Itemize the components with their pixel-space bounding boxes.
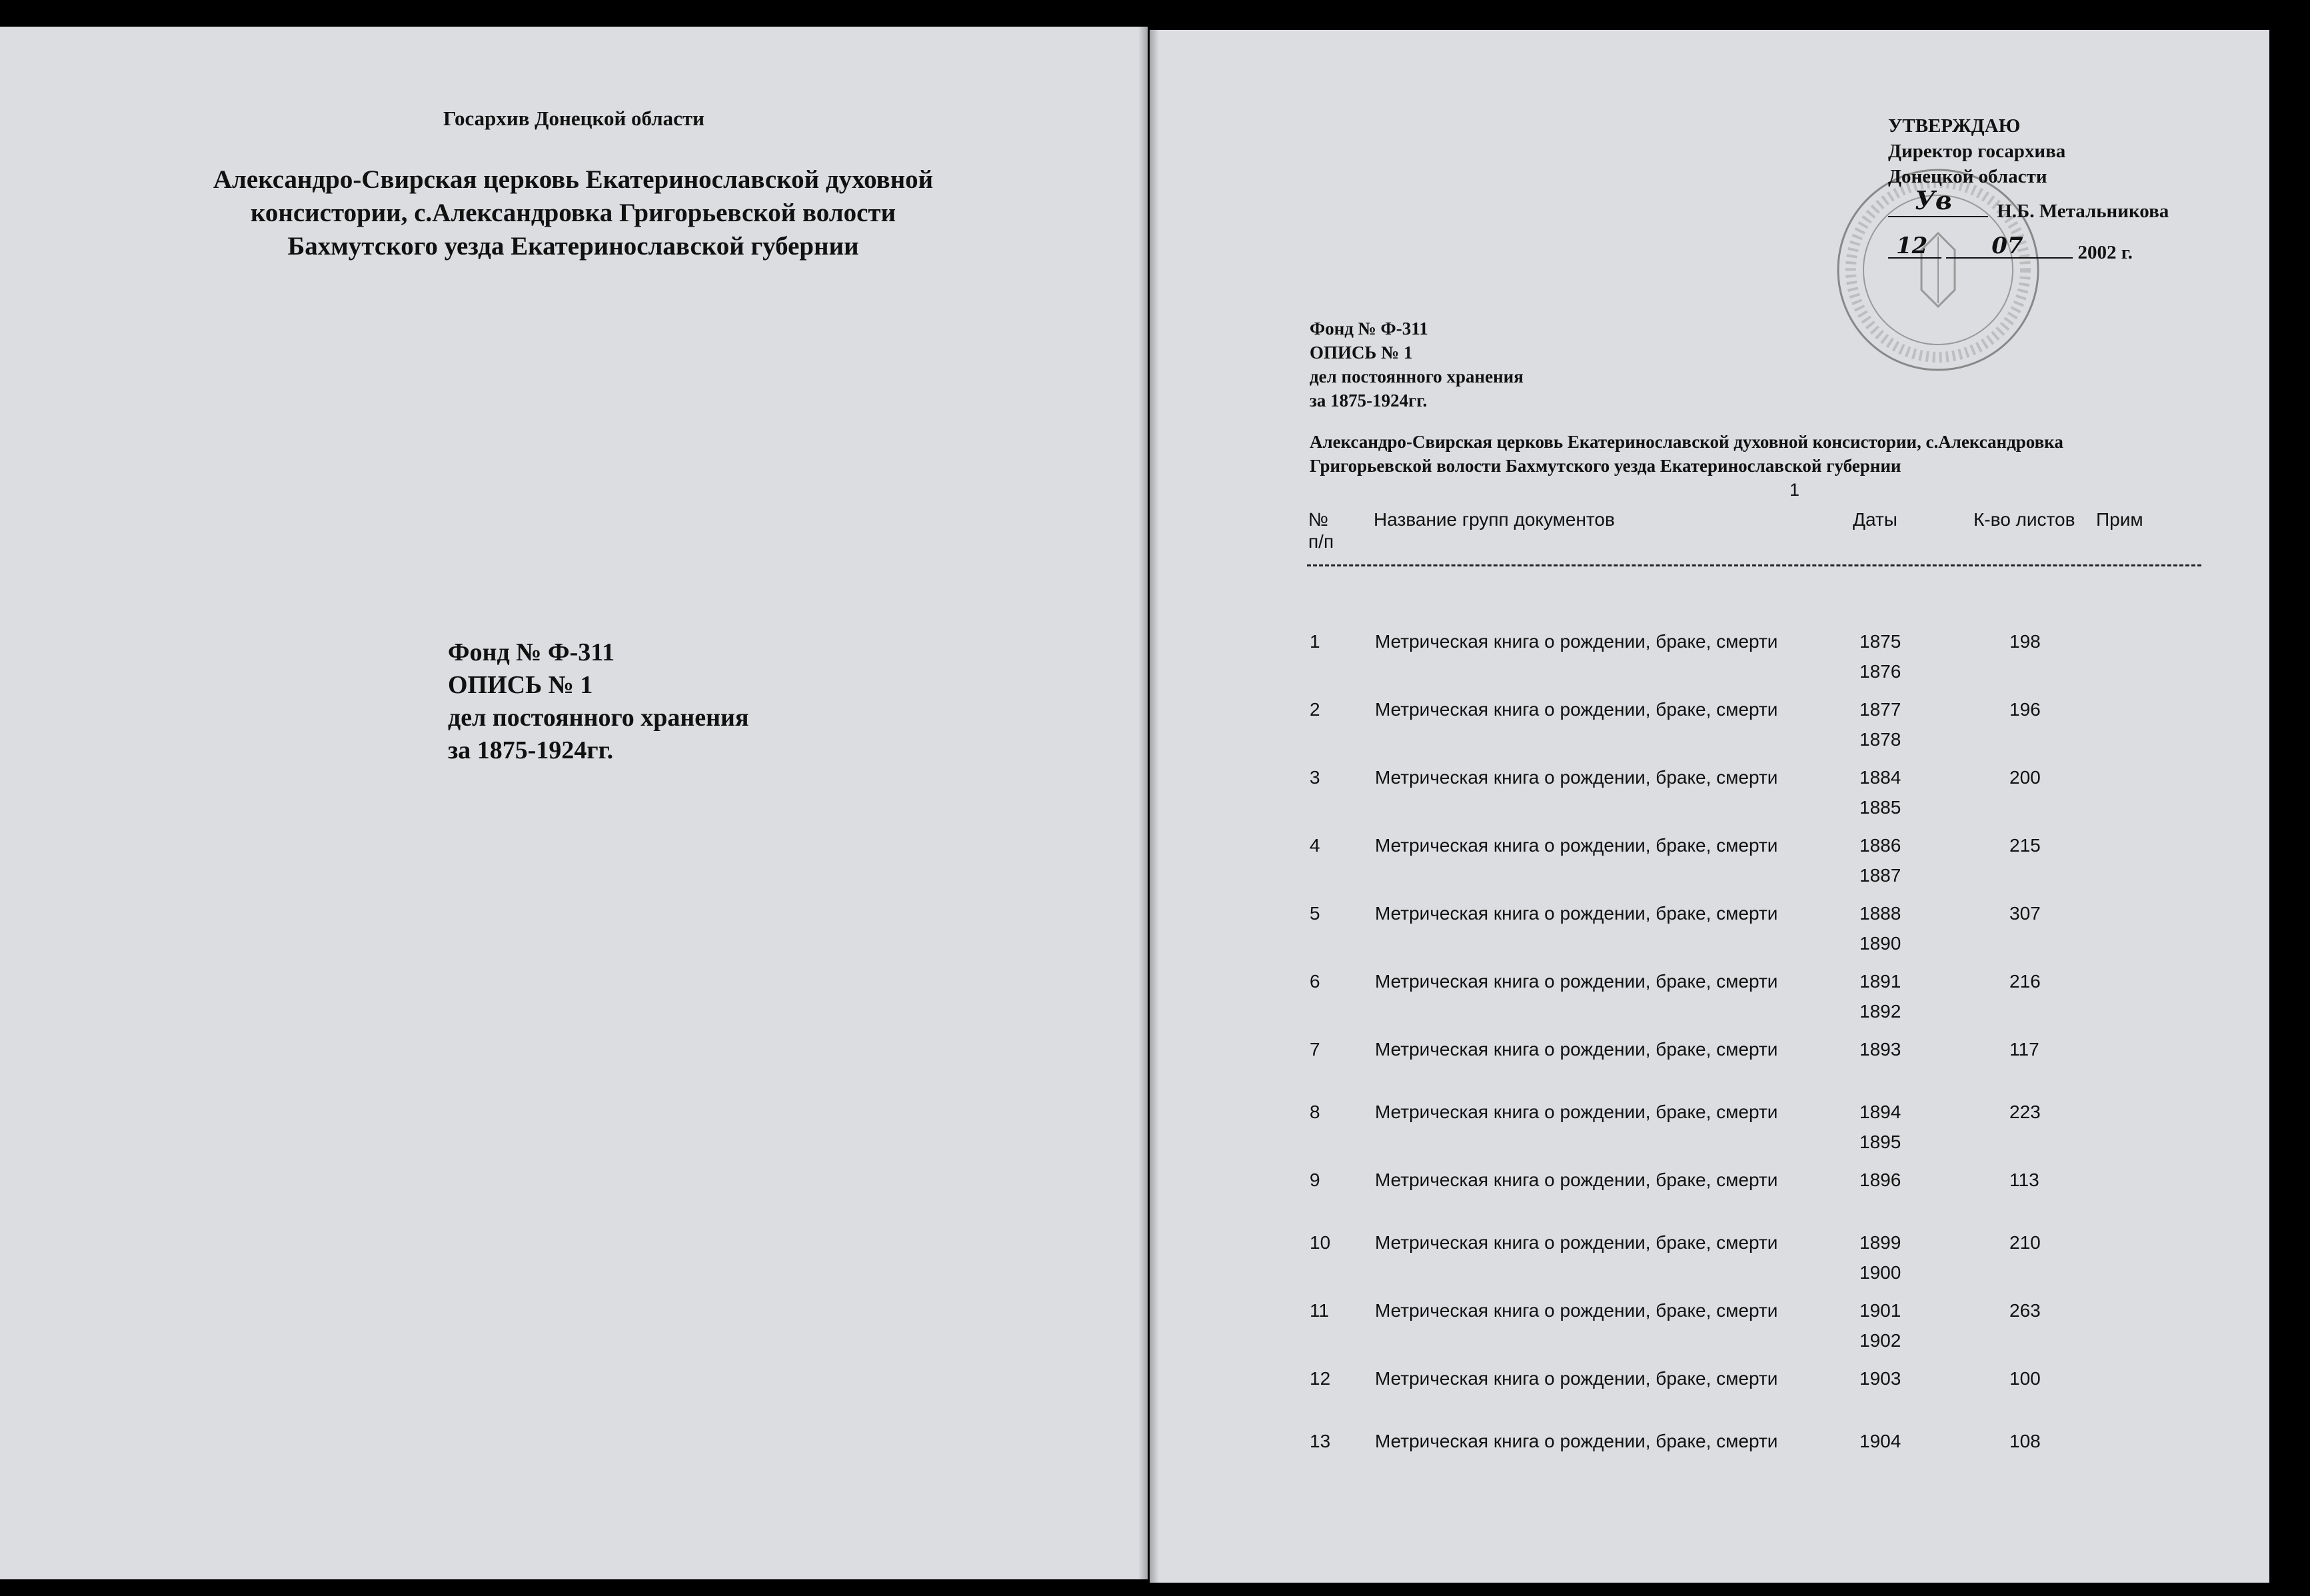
row-number: 2: [1310, 699, 1320, 720]
table-row: [1150, 694, 2269, 754]
approval-signature-row: [1888, 185, 2169, 223]
row-year-start: 1899: [1859, 1232, 1901, 1253]
date-month: 07: [1991, 233, 2023, 259]
page-number: 1: [1789, 480, 1800, 500]
table-row: [1150, 1097, 2269, 1157]
row-title: Метрическая книга о рождении, браке, смерти: [1375, 835, 1778, 856]
church-title-line: Александро-Свирская церковь Екатеринославской духовной консистории, с.Александровка: [1310, 432, 2063, 452]
table-row: [1150, 1363, 2269, 1423]
row-year-end: 1900: [1859, 1262, 1901, 1283]
row-year-start: 1893: [1859, 1039, 1901, 1060]
row-number: 8: [1310, 1102, 1320, 1122]
row-title: Метрическая книга о рождении, браке, смерти: [1375, 1300, 1778, 1321]
row-year-start: 1904: [1859, 1431, 1901, 1451]
row-sheets: 100: [2009, 1368, 2041, 1389]
row-sheets: 307: [2009, 903, 2041, 924]
row-number: 13: [1310, 1431, 1331, 1451]
row-year-start: 1903: [1859, 1368, 1901, 1389]
column-header-dates: Даты: [1853, 509, 1897, 530]
row-year-end: 1887: [1859, 865, 1901, 886]
fund-number: Фонд № Ф-311: [448, 638, 615, 666]
row-year-end: 1890: [1859, 933, 1901, 954]
church-title-line: Григорьевской волости Бахмутского уезда Екатеринославской губернии: [1310, 456, 1901, 476]
table-row: [1150, 898, 2269, 958]
row-sheets: 210: [2009, 1232, 2041, 1253]
row-year-start: 1884: [1859, 767, 1901, 788]
row-sheets: 196: [2009, 699, 2041, 720]
left-page: [0, 27, 1148, 1579]
row-year-start: 1875: [1859, 631, 1901, 652]
church-title-line: консистории, с.Александровка Григорьевской волости: [250, 199, 896, 227]
row-year-start: 1877: [1859, 699, 1901, 720]
inventory-number: ОПИСЬ № 1: [448, 671, 593, 699]
date-month-line: [1946, 233, 2073, 259]
church-title: [1310, 430, 2256, 478]
inventory-number: ОПИСЬ № 1: [1310, 343, 1413, 363]
row-title: Метрическая книга о рождении, браке, смерти: [1375, 1368, 1778, 1389]
table-row: [1150, 830, 2269, 890]
row-number: 5: [1310, 903, 1320, 924]
row-number: 9: [1310, 1170, 1320, 1190]
signature: Ув: [1915, 185, 1952, 215]
storage-type: дел постоянного хранения: [448, 704, 749, 732]
row-title: Метрическая книга о рождении, браке, смерти: [1375, 699, 1778, 720]
table-row: [1150, 762, 2269, 822]
row-year-end: 1876: [1859, 661, 1901, 682]
signature-line: [1888, 185, 1988, 217]
row-year-start: 1901: [1859, 1300, 1901, 1321]
row-title: Метрическая книга о рождении, браке, смерти: [1375, 631, 1778, 652]
row-sheets: 198: [2009, 631, 2041, 652]
column-header-title: Название групп документов: [1374, 509, 1615, 530]
fund-info: [1310, 317, 1524, 412]
row-number: 11: [1310, 1300, 1330, 1321]
approval-position: Директор госархива: [1888, 141, 2066, 162]
row-year-start: 1891: [1859, 971, 1901, 992]
storage-type: дел постоянного хранения: [1310, 367, 1524, 387]
row-title: Метрическая книга о рождении, браке, смерти: [1375, 1102, 1778, 1122]
row-year-start: 1894: [1859, 1102, 1901, 1122]
row-title: Метрическая книга о рождении, браке, смерти: [1375, 1039, 1778, 1060]
fund-number: Фонд № Ф-311: [1310, 319, 1428, 339]
right-page: [1150, 30, 2269, 1583]
date-day: 12: [1896, 233, 1928, 259]
table-row: [1150, 1426, 2269, 1486]
row-sheets: 117: [2009, 1039, 2039, 1060]
row-sheets: 108: [2009, 1431, 2041, 1451]
church-title-line: Александро-Свирская церковь Екатеринославской духовной: [213, 165, 934, 194]
row-year-end: 1902: [1859, 1330, 1901, 1351]
fund-info: [448, 636, 749, 767]
row-sheets: 200: [2009, 767, 2041, 788]
row-title: Метрическая книга о рождении, браке, смерти: [1375, 971, 1778, 992]
row-number: 1: [1310, 631, 1320, 652]
date-range: за 1875-1924гг.: [1310, 391, 1428, 410]
approval-organization: Донецкой области: [1888, 166, 2047, 187]
table-row: [1150, 626, 2269, 686]
table-row: [1150, 1227, 2269, 1287]
row-sheets: 223: [2009, 1102, 2041, 1122]
approval-date-row: [1888, 233, 2169, 264]
row-year-start: 1886: [1859, 835, 1901, 856]
row-year-start: 1896: [1859, 1170, 1901, 1190]
row-sheets: 263: [2009, 1300, 2041, 1321]
table-row: [1150, 966, 2269, 1026]
row-year-end: 1885: [1859, 797, 1901, 818]
row-title: Метрическая книга о рождении, браке, смерти: [1375, 903, 1778, 924]
row-number: 3: [1310, 767, 1320, 788]
row-year-end: 1895: [1859, 1132, 1901, 1152]
approval-block: [1888, 113, 2169, 264]
row-sheets: 113: [2009, 1170, 2039, 1190]
row-sheets: 216: [2009, 971, 2041, 992]
row-number: 10: [1310, 1232, 1331, 1253]
row-title: Метрическая книга о рождении, браке, смерти: [1375, 1170, 1778, 1190]
row-year-end: 1892: [1859, 1001, 1901, 1022]
row-year-end: 1878: [1859, 729, 1901, 750]
row-number: 7: [1310, 1039, 1320, 1060]
church-title: [173, 163, 973, 263]
column-header-sheets: К-во листов: [1973, 509, 2075, 530]
column-header-note: Прим: [2096, 509, 2143, 530]
row-title: Метрическая книга о рождении, браке, смерти: [1375, 767, 1778, 788]
date-year: 2002 г.: [2077, 242, 2133, 263]
header-divider: [1307, 564, 2201, 566]
row-number: 12: [1310, 1368, 1331, 1389]
row-title: Метрическая книга о рождении, браке, смерти: [1375, 1232, 1778, 1253]
row-number: 4: [1310, 835, 1320, 856]
date-range: за 1875-1924гг.: [448, 736, 614, 764]
column-header-number-line2: п/п: [1308, 531, 1334, 552]
approver-name: Н.Б. Метальникова: [1997, 201, 2169, 222]
column-header-number: [1308, 508, 1334, 552]
table-row: [1150, 1034, 2269, 1094]
row-year-start: 1888: [1859, 903, 1901, 924]
archive-name: Госархив Донецкой области: [443, 107, 705, 130]
column-header-number-line1: №: [1308, 509, 1329, 530]
table-row: [1150, 1165, 2269, 1225]
row-number: 6: [1310, 971, 1320, 992]
row-title: Метрическая книга о рождении, браке, смерти: [1375, 1431, 1778, 1451]
date-day-line: [1888, 233, 1941, 259]
approval-heading: УТВЕРЖДАЮ: [1888, 115, 2021, 137]
church-title-line: Бахмутского уезда Екатеринославской губернии: [287, 232, 859, 261]
table-row: [1150, 1295, 2269, 1355]
row-sheets: 215: [2009, 835, 2041, 856]
